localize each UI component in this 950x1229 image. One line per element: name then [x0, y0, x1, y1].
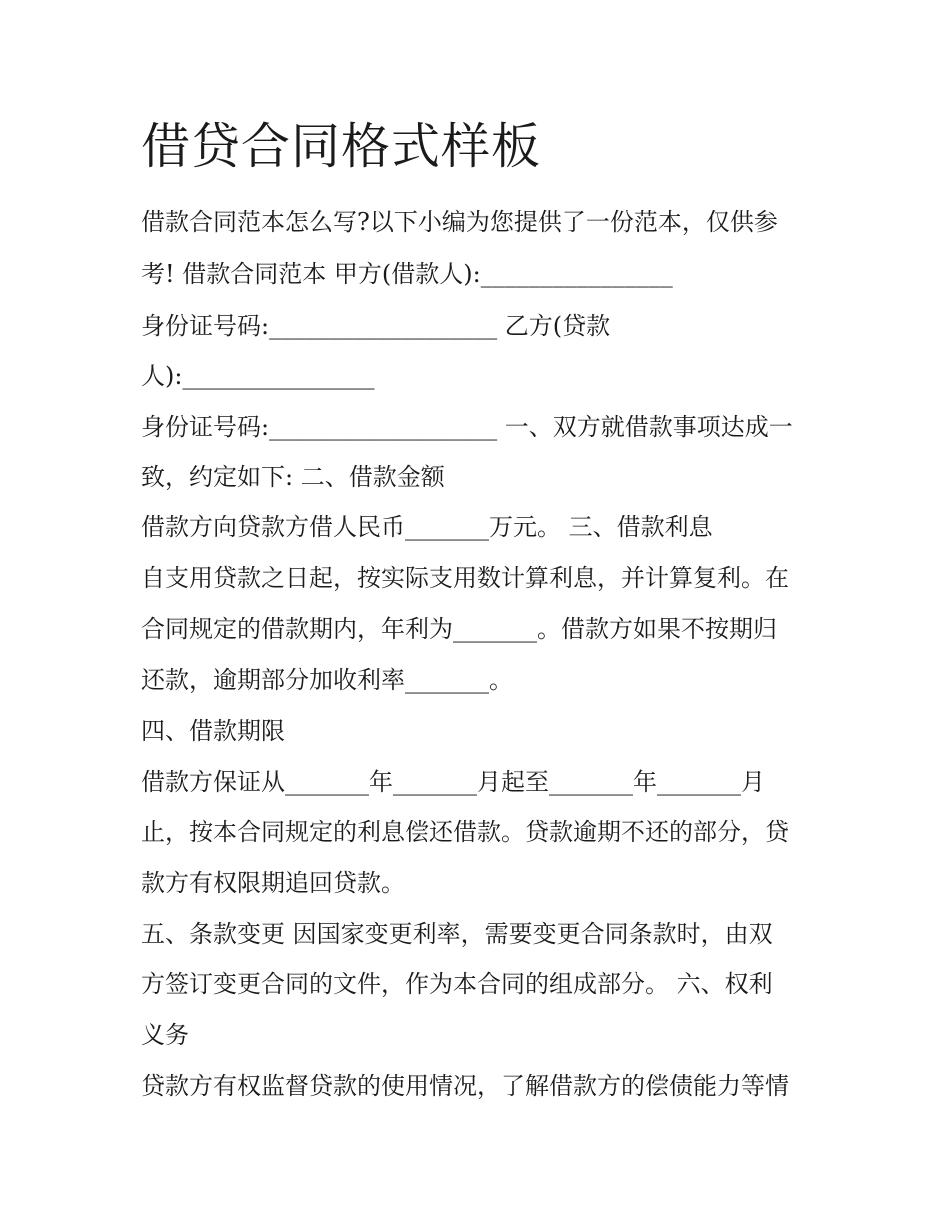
- body-line: 合同规定的借款期内，年利为_______。借款方如果不按期归: [141, 615, 777, 643]
- body-line: 借款方向贷款方借人民币_______万元。 三、借款利息: [141, 513, 713, 541]
- body-line: 身份证号码:___________________ 乙方(贷款: [141, 312, 611, 340]
- body-line: 止，按本合同规定的利息偿还借款。贷款逾期不还的部分，贷: [141, 818, 789, 846]
- body-line: 五、条款变更 因国家变更利率，需要变更合同条款时，由双: [141, 920, 773, 948]
- body-line: 方签订变更合同的文件，作为本合同的组成部分。 六、权利: [141, 970, 773, 998]
- body-line: 还款，逾期部分加收利率_______。: [141, 666, 513, 694]
- body-line: 借款方保证从_______年_______月起至_______年_______月: [141, 768, 765, 796]
- body-line: 四、借款期限: [141, 717, 285, 745]
- body-line: 自支用贷款之日起，按实际支用数计算利息，并计算复利。在: [141, 564, 789, 592]
- body-line: 人):________________: [141, 362, 375, 390]
- body-line: 身份证号码:___________________ 一、双方就借款事项达成一: [141, 413, 793, 441]
- body-line: 贷款方有权监督贷款的使用情况，了解借款方的偿债能力等情: [141, 1072, 789, 1100]
- body-line: 考! 借款合同范本 甲方(借款人):________________: [141, 260, 673, 288]
- document-title: 借贷合同格式样板: [141, 118, 542, 175]
- body-line: 义务: [141, 1021, 189, 1049]
- body-line: 致，约定如下: 二、借款金额: [141, 463, 445, 491]
- body-line: 借款合同范本怎么写?以下小编为您提供了一份范本，仅供参: [141, 208, 778, 236]
- body-line: 款方有权限期追回贷款。: [141, 869, 405, 897]
